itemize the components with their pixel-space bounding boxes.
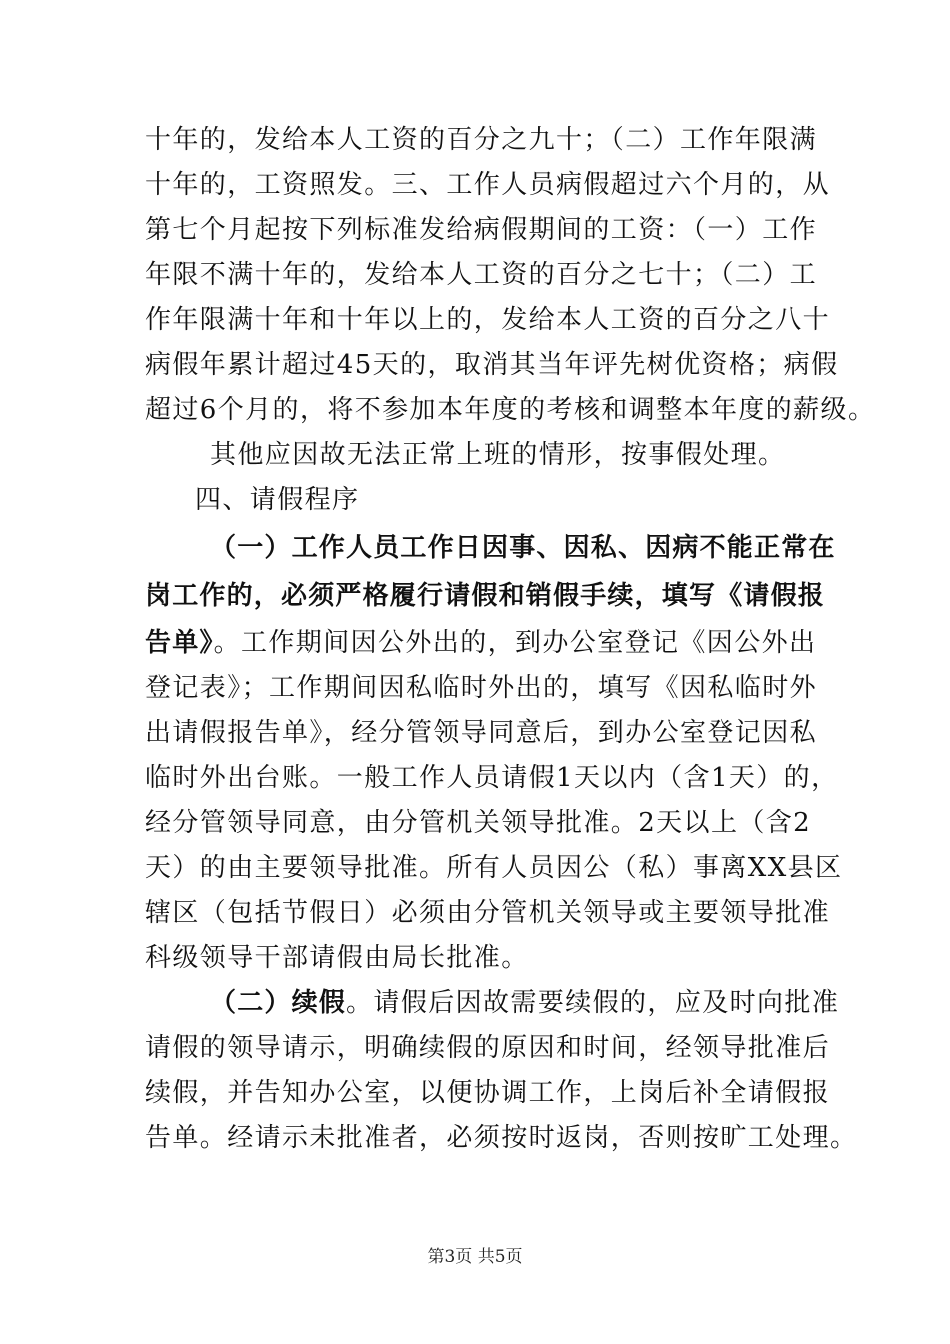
section-heading: 四、请假程序 bbox=[195, 485, 360, 515]
text-line: 十年的，发给本人工资的百分之九十；（二）工作年限满 bbox=[145, 125, 818, 155]
text-line: 告单。经请示未批准者，必须按时返岗，否则按旷工处理。 bbox=[145, 1123, 858, 1153]
bold-text-line: 岗工作的，必须严格履行请假和销假手续，填写《请假报 bbox=[145, 581, 826, 611]
bold-fragment: （二）续假 bbox=[210, 988, 347, 1018]
text-line: 超过6个月的，将不参加本年度的考核和调整本年度的薪级。 bbox=[145, 395, 876, 425]
bold-text-line: （一）工作人员工作日因事、因私、因病不能正常在 bbox=[210, 533, 836, 563]
text-line: 科级领导干部请假由局长批准。 bbox=[145, 943, 529, 973]
text-line: 第七个月起按下列标准发给病假期间的工资：（一）工作 bbox=[145, 215, 818, 245]
mixed-text-line bbox=[145, 625, 825, 661]
text-line: 年限不满十年的，发给本人工资的百分之七十；（二）工 bbox=[145, 260, 818, 290]
page-footer: 第3页 共5页 bbox=[427, 1247, 523, 1267]
text-line: 登记表》；工作期间因私临时外出的，填写《因私临时外 bbox=[145, 673, 818, 703]
bold-fragment: 告单》 bbox=[145, 628, 214, 658]
text-line: 请假的领导请示，明确续假的原因和时间，经领导批准后 bbox=[145, 1033, 831, 1063]
text-fragment: 。请假后因故需要续假的，应及时向批准 bbox=[346, 988, 840, 1018]
text-fragment: 。工作期间因公外出的，到办公室登记《因公外出 bbox=[213, 628, 817, 658]
mixed-text-line bbox=[210, 985, 890, 1021]
text-line: 天）的由主要领导批准。所有人员因公（私）事离XX县区 bbox=[145, 853, 843, 883]
text-line: 经分管领导同意，由分管机关领导批准。2天以上（含2 bbox=[145, 808, 812, 838]
text-line: 作年限满十年和十年以上的，发给本人工资的百分之八十 bbox=[145, 305, 831, 335]
text-line: 十年的，工资照发。三、工作人员病假超过六个月的，从 bbox=[145, 170, 831, 200]
paragraph-text: 其他应因故无法正常上班的情形，按事假处理。 bbox=[210, 440, 786, 470]
text-line: 辖区（包括节假日）必须由分管机关领导或主要领导批准 bbox=[145, 898, 831, 928]
text-line: 临时外出台账。一般工作人员请假1天以内（含1天）的， bbox=[145, 763, 839, 793]
text-line: 出请假报告单》，经分管领导同意后，到办公室登记因私 bbox=[145, 718, 818, 748]
text-line: 续假，并告知办公室，以便协调工作，上岗后补全请假报 bbox=[145, 1078, 831, 1108]
text-line: 病假年累计超过45天的，取消其当年评先树优资格；病假 bbox=[145, 350, 839, 380]
